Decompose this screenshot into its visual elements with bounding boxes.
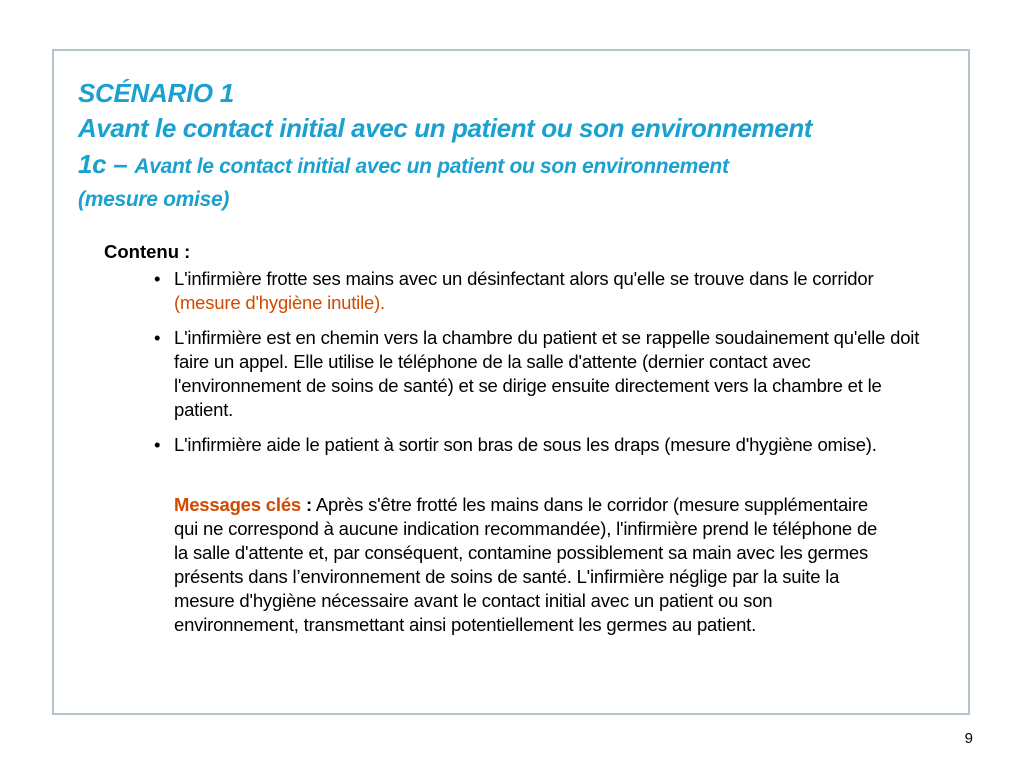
bullet-text: L'infirmière frotte ses mains avec un désinfectant alors qu'elle se trouve dans le corridor — [174, 268, 874, 289]
bullet-text: L'infirmière est en chemin vers la chambre du patient et se rappelle soudainement qu'elle doit faire un appel. Elle utilise le téléphone de la salle d'attente (dernier contact avec l'environnement de soins de santé) et se dirige ensuite directement vers la chambre et le patient. — [174, 327, 920, 420]
slide-title — [78, 76, 958, 215]
scenario-heading: SCÉNARIO 1 — [78, 78, 234, 108]
bullet-text: L'infirmière aide le patient à sortir son bras de sous les draps (mesure d'hygiène omise). — [174, 434, 877, 455]
bullet-icon: • — [154, 327, 161, 348]
subtitle-prefix: 1c – — [78, 149, 128, 179]
key-messages-colon: : — [301, 494, 312, 515]
key-messages-text: Après s'être frotté les mains dans le corridor (mesure supplémentaire qui ne correspond à aucune indication recommandée), l'infirmière prend le téléphone de la salle d'attente et, par conséquent, contamine possiblement sa main avec les germes présents dans l’environnement de soins de santé. L'infirmière néglige par la suite la mesure d'hygiène nécessaire avant le contact initial avec un patient ou son environnement, transmettant ainsi potentiellement les germes au patient. — [174, 494, 878, 635]
content-label: Contenu : — [104, 241, 191, 262]
key-messages-label: Messages clés — [174, 494, 301, 515]
bullet-list — [104, 267, 944, 457]
list-item — [154, 433, 934, 457]
scenario-subtitle — [78, 146, 958, 185]
bullet-highlight: (mesure d'hygiène inutile). — [174, 292, 385, 313]
list-item — [154, 326, 934, 422]
subtitle-text: Avant le contact initial avec un patient ou son environnement — [134, 155, 729, 178]
scenario-note: (mesure omise) — [78, 188, 230, 211]
key-messages — [174, 493, 894, 637]
list-item — [154, 267, 934, 315]
bullet-icon: • — [154, 268, 161, 289]
page-number: 9 — [964, 730, 973, 747]
bullet-icon: • — [154, 434, 161, 455]
scenario-main-title: Avant le contact initial avec un patient ou son environnement — [78, 113, 813, 143]
content-section — [104, 240, 944, 637]
